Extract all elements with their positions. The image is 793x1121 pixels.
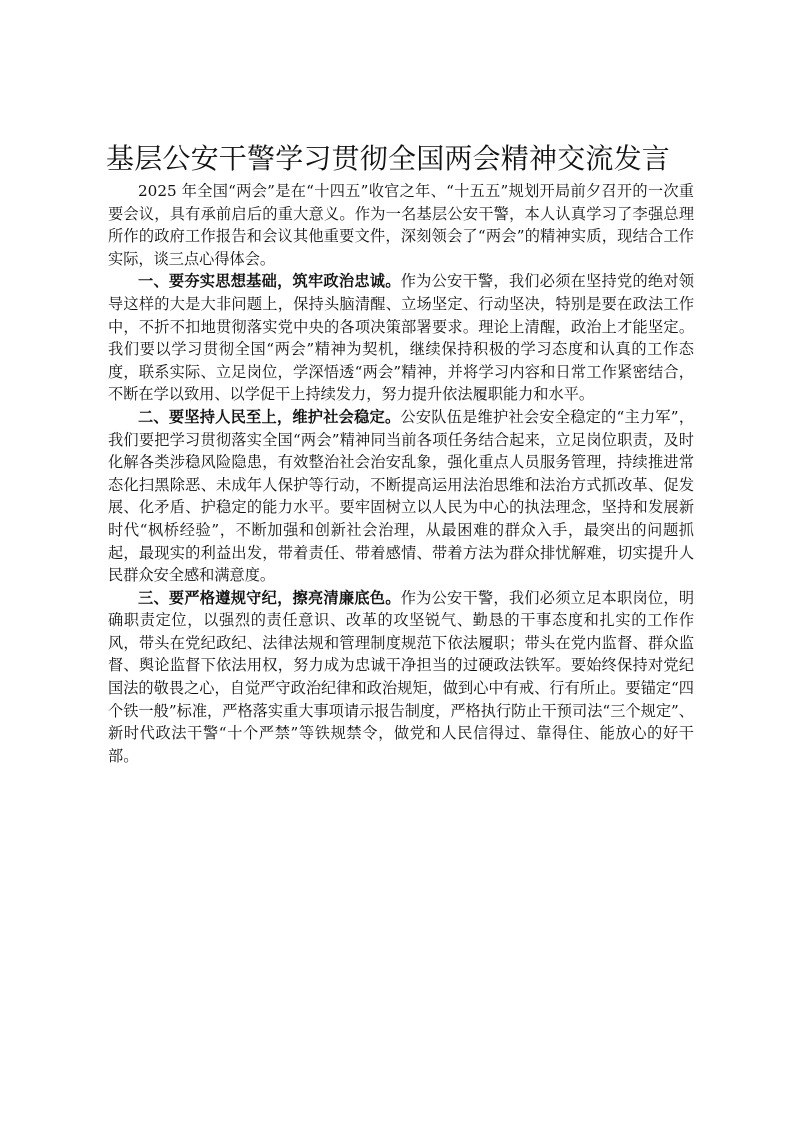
section-heading-1: 一、要夯实思想基础，筑牢政治忠诚。 xyxy=(138,272,401,291)
section-body-1: 作为公安干警，我们必须在坚持党的绝对领导这样的大是大非问题上，保持头脑清醒、立场坚定、行动坚决，特别是要在政法工作中，不折不扣地贯彻落实党中央的各项决策部署要求。理论上清醒，政治上才能坚定。我们要以学习贯彻全国“两会”精神为契机，继续保持积极的学习态度和认真的工作态度，联系实际、立足岗位，学深悟透“两会”精神，并将学习内容和日常工作紧密结合，不断在学以致用、以学促干上持续发力，努力提升依法履职能力和水平。 xyxy=(108,272,695,404)
section-heading-3: 三、要严格遵规守纪，擦亮清廉底色。 xyxy=(138,588,401,607)
section-body-2: 公安队伍是维护社会安全稳定的“主力军”，我们要把学习贯彻落实全国“两会”精神同当前各项任务结合起来，立足岗位职责，及时化解各类涉稳风险隐患，有效整治社会治安乱象，强化重点人员服务管理，持续推进常态化扫黑除恶、未成年人保护等行动，不断提高运用法治思维和法治方式抓改革、促发展、化矛盾、护稳定的能力水平。要牢固树立以人民为中心的执法理念，坚持和发展新时代“枫桥经验”，不断加强和创新社会治理，从最困难的群众入手，最突出的问题抓起，最现实的利益出发，带着责任、带着感情、带着方法为群众排忧解难，切实提升人民群众安全感和满意度。 xyxy=(108,407,695,585)
section-body-3: 作为公安干警，我们必须立足本职岗位，明确职责定位，以强烈的责任意识、改革的攻坚锐气、勤恳的干事态度和扎实的工作作风，带头在党纪政纪、法律法规和管理制度规范下依法履职；带头在党内监督、群众监督、舆论监督下依法用权，努力成为忠诚干净担当的过硬政法铁军。要始终保持对党纪国法的敬畏之心，自觉严守政治纪律和政治规矩，做到心中有戒、行有所止。要锚定“四个铁一般”标准，严格落实重大事项请示报告制度，严格执行防止干预司法“三个规定”、新时代政法干警“十个严禁”等铁规禁令，做党和人民信得过、靠得住、能放心的好干部。 xyxy=(108,588,695,765)
section-paragraph-3 xyxy=(108,587,694,768)
section-paragraph-1 xyxy=(108,270,694,406)
intro-paragraph: 2025 年全国“两会”是在“十四五”收官之年、“十五五”规划开局前夕召开的一次重要会议，具有承前启后的重大意义。作为一名基层公安干警，本人认真学习了李强总理所作的政府工作报告和会议其他重要文件，深刻领会了“两会”的精神实质，现结合工作实际，谈三点心得体会。 xyxy=(108,182,694,268)
section-heading-2: 二、要坚持人民至上，维护社会稳定。 xyxy=(138,407,401,426)
document-page xyxy=(108,140,694,767)
document-title: 基层公安干警学习贯彻全国两会精神交流发言 xyxy=(106,142,671,175)
section-paragraph-2 xyxy=(108,406,694,587)
